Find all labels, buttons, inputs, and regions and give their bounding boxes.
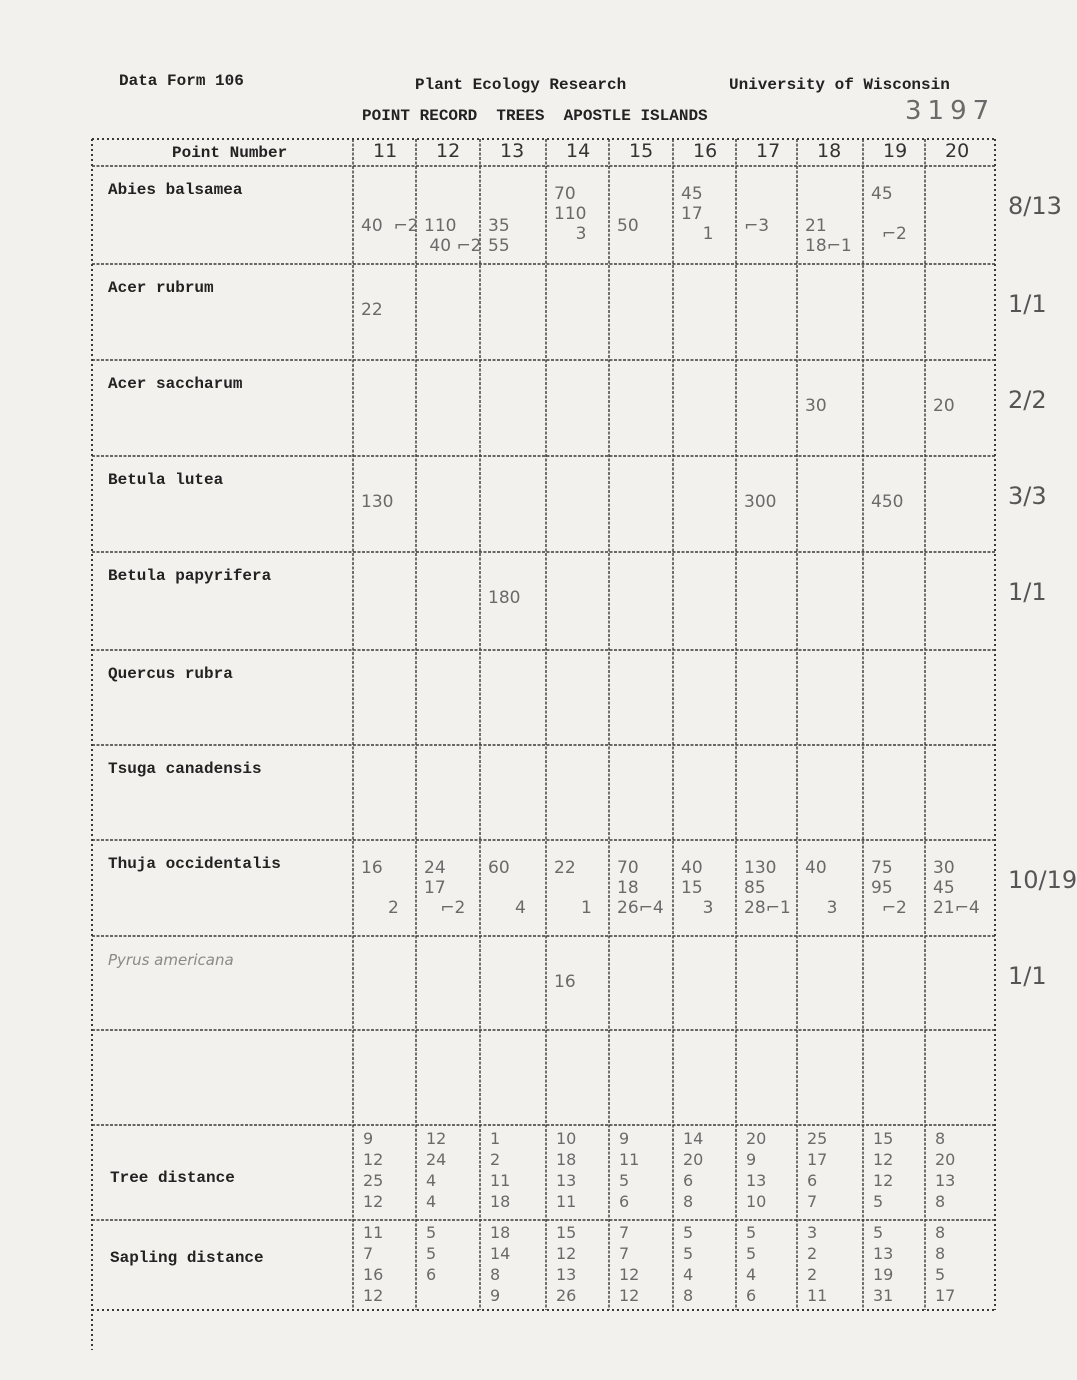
form-id: Data Form 106	[119, 72, 244, 90]
sapling-distance-cell: 18 14 8 9	[490, 1223, 511, 1305]
tree-distance-cell: 9 11 5 6	[619, 1129, 640, 1211]
species-name: Quercus rubra	[108, 665, 233, 683]
tree-distance-cell: 1 2 11 18	[490, 1129, 511, 1211]
lab-name: Plant Ecology Research	[415, 76, 627, 94]
tally-cell: 40 3	[805, 858, 838, 918]
sapling-distance-cell: 5 5 6	[426, 1223, 437, 1284]
point-number-label: Point Number	[172, 144, 288, 162]
species-total: 10/19	[1008, 866, 1077, 894]
tally-cell: 40 15 3	[681, 858, 714, 918]
tree-distance-cell: 25 17 6 7	[807, 1129, 828, 1211]
tree-distance-cell: 15 12 12 5	[873, 1129, 894, 1211]
sapling-distance-cell: 3 2 2 11	[807, 1223, 828, 1305]
tally-cell: 22	[361, 300, 383, 320]
tally-cell: 40 ⌐2	[361, 216, 419, 236]
point-number-header: 11	[373, 140, 398, 162]
point-number-header: 20	[945, 140, 970, 162]
species-name: Acer rubrum	[108, 279, 214, 297]
sapling-distance-label: Sapling distance	[110, 1249, 264, 1267]
point-number-header: 19	[883, 140, 908, 162]
species-total: 1/1	[1008, 290, 1047, 318]
species-total: 8/13	[1008, 192, 1062, 220]
tree-distance-cell: 10 18 13 11	[556, 1129, 577, 1211]
species-total: 1/1	[1008, 962, 1047, 990]
tree-distance-label: Tree distance	[110, 1169, 235, 1187]
tally-cell: 35 55	[488, 216, 510, 256]
point-number-header: 14	[566, 140, 591, 162]
species-name: Acer saccharum	[108, 375, 243, 393]
tally-cell: ⌐3	[744, 216, 770, 236]
sapling-distance-cell: 15 12 13 26	[556, 1223, 577, 1305]
tree-distance-cell: 14 20 6 8	[683, 1129, 704, 1211]
university-name: University of Wisconsin	[729, 76, 950, 94]
tally-cell: 70 110 3	[554, 184, 587, 244]
tally-cell: 70 18 26⌐4	[617, 858, 664, 918]
tally-cell: 180	[488, 588, 521, 608]
tally-cell: 130 85 28⌐1	[744, 858, 791, 918]
sapling-distance-cell: 8 8 5 17	[935, 1223, 956, 1305]
tally-cell: 16 2	[361, 858, 399, 918]
tally-cell: 130	[361, 492, 394, 512]
tally-cell: 45 17 1	[681, 184, 714, 244]
tally-cell: 30 45 21⌐4	[933, 858, 980, 918]
tally-cell: 45 ⌐2	[871, 184, 907, 244]
tree-distance-cell: 12 24 4 4	[426, 1129, 447, 1211]
tally-cell: 110 40 ⌐2	[424, 216, 482, 256]
species-name: Betula lutea	[108, 471, 224, 489]
tally-cell: 24 17 ⌐2	[424, 858, 466, 918]
sapling-distance-cell: 7 7 12 12	[619, 1223, 640, 1305]
sapling-distance-cell: 5 5 4 6	[746, 1223, 757, 1305]
species-total: 2/2	[1008, 386, 1047, 414]
tally-cell: 75 95 ⌐2	[871, 858, 907, 918]
tree-distance-cell: 9 12 25 12	[363, 1129, 384, 1211]
point-number-header: 15	[629, 140, 654, 162]
point-number-header: 13	[500, 140, 525, 162]
point-number-header: 16	[693, 140, 718, 162]
species-total: 3/3	[1008, 482, 1047, 510]
species-name: Abies balsamea	[108, 181, 243, 199]
point-number-header: 17	[756, 140, 781, 162]
species-name: Tsuga canadensis	[108, 760, 262, 778]
tally-cell: 16	[554, 972, 576, 992]
sapling-distance-cell: 5 13 19 31	[873, 1223, 894, 1305]
species-name: Thuja occidentalis	[108, 855, 281, 873]
point-number-header: 12	[436, 140, 461, 162]
tally-cell: 21 18⌐1	[805, 216, 852, 256]
tally-cell: 20	[933, 396, 955, 416]
species-name: Pyrus americana	[108, 951, 234, 969]
tally-cell: 22 1	[554, 858, 592, 918]
tally-cell: 450	[871, 492, 904, 512]
point-number-header: 18	[817, 140, 842, 162]
form-title: POINT RECORD TREES APOSTLE ISLANDS	[362, 107, 708, 125]
tree-distance-cell: 8 20 13 8	[935, 1129, 956, 1211]
species-total: 1/1	[1008, 578, 1047, 606]
tally-cell: 50	[617, 216, 639, 236]
tally-cell: 60 4	[488, 858, 526, 918]
tally-cell: 30	[805, 396, 827, 416]
species-name: Betula papyrifera	[108, 567, 272, 585]
sapling-distance-cell: 11 7 16 12	[363, 1223, 384, 1305]
tree-distance-cell: 20 9 13 10	[746, 1129, 767, 1211]
sheet-number: 3197	[905, 96, 996, 126]
sapling-distance-cell: 5 5 4 8	[683, 1223, 694, 1305]
tally-cell: 300	[744, 492, 777, 512]
